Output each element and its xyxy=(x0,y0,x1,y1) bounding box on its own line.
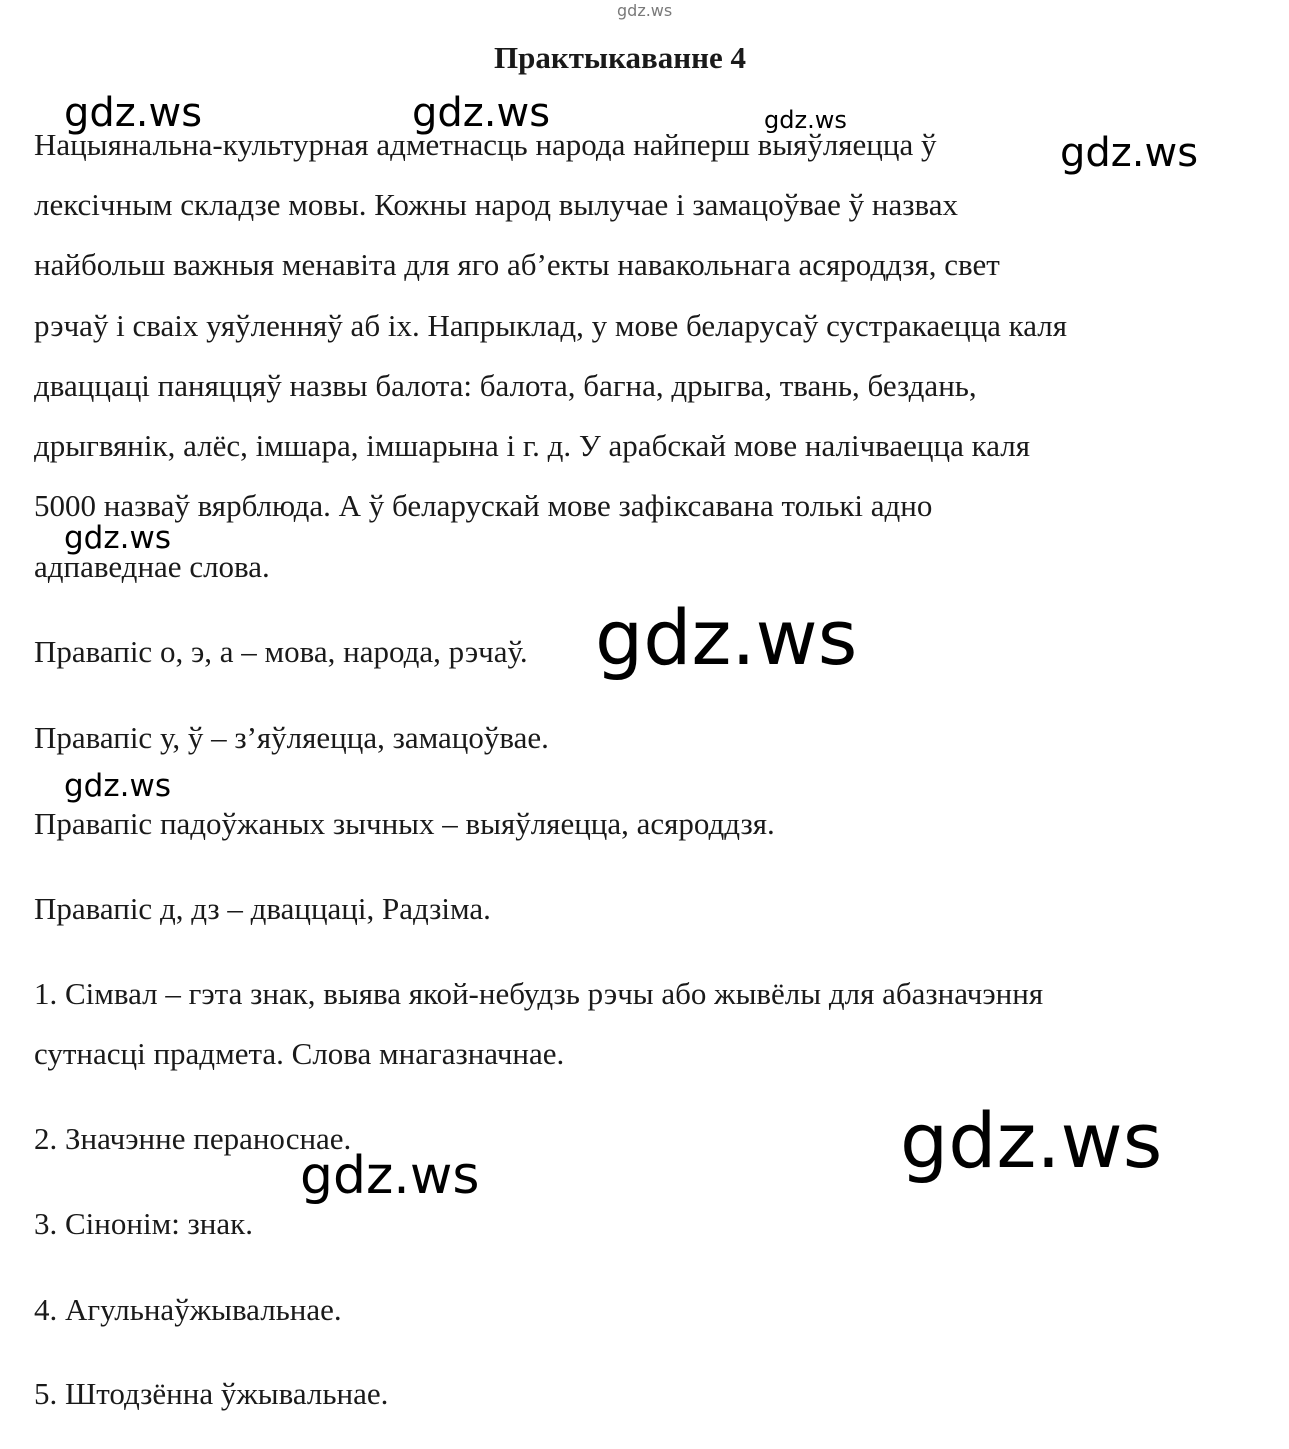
answer-line: 1. Сімвал – гэта знак, выява якой-небудзь рэчы або жывёлы для абазначэння xyxy=(34,976,1044,1011)
watermark: gdz.ws xyxy=(595,593,858,682)
answer-line: 2. Значэнне пераноснае. xyxy=(34,1121,352,1156)
text-line: 5000 назваў вярблюда. А ў беларускай мове зафіксавана толькі адно xyxy=(34,488,933,523)
watermark: gdz.ws xyxy=(617,1,673,20)
watermark: gdz.ws xyxy=(412,90,551,136)
rule-line: Правапіс у, ў – з’яўляецца, замацоўвае. xyxy=(34,720,549,755)
watermark: gdz.ws xyxy=(764,106,847,134)
watermark: gdz.ws xyxy=(900,1096,1163,1185)
text-line: найбольш важныя менавіта для яго аб’екты навакольнага асяроддзя, свет xyxy=(34,247,1000,282)
answer-line: 4. Агульнаўжывальнае. xyxy=(34,1292,342,1327)
text-line: лексічным складзе мовы. Кожны народ вылучае і замацоўвае ў назвах xyxy=(34,187,958,222)
watermark: gdz.ws xyxy=(64,768,171,804)
text-line: адпаведнае слова. xyxy=(34,549,270,584)
rule-line: Правапіс падоўжаных зычных – выяўляецца, асяроддзя. xyxy=(34,806,775,841)
watermark: gdz.ws xyxy=(64,90,203,136)
rule-line: Правапіс д, дз – дваццаці, Радзіма. xyxy=(34,891,491,926)
rule-line: Правапіс о, э, а – мова, народа, рэчаў. xyxy=(34,634,528,669)
text-line: дрыгвянік, алёс, імшара, імшарына і г. д. У арабскай мове налічваецца каля xyxy=(34,428,1030,463)
text-line: рэчаў і сваіх уяўленняў аб іх. Напрыклад, у мове беларусаў сустракаецца каля xyxy=(34,308,1068,343)
text-line: дваццаці паняццяў назвы балота: балота, багна, дрыгва, твань, бездань, xyxy=(34,368,977,403)
page-title: Практыкаванне 4 xyxy=(493,40,746,75)
answer-line: 5. Штодзённа ўжывальнае. xyxy=(34,1376,389,1411)
answer-line: 3. Сінонім: знак. xyxy=(34,1206,253,1241)
text-line: Нацыянальна-культурная адметнасць народа найперш выяўляецца ў xyxy=(34,127,937,162)
watermark: gdz.ws xyxy=(64,520,171,556)
watermark: gdz.ws xyxy=(1060,130,1199,176)
watermark: gdz.ws xyxy=(300,1146,480,1206)
answer-line: сутнасці прадмета. Слова мнагазначнае. xyxy=(34,1036,565,1071)
